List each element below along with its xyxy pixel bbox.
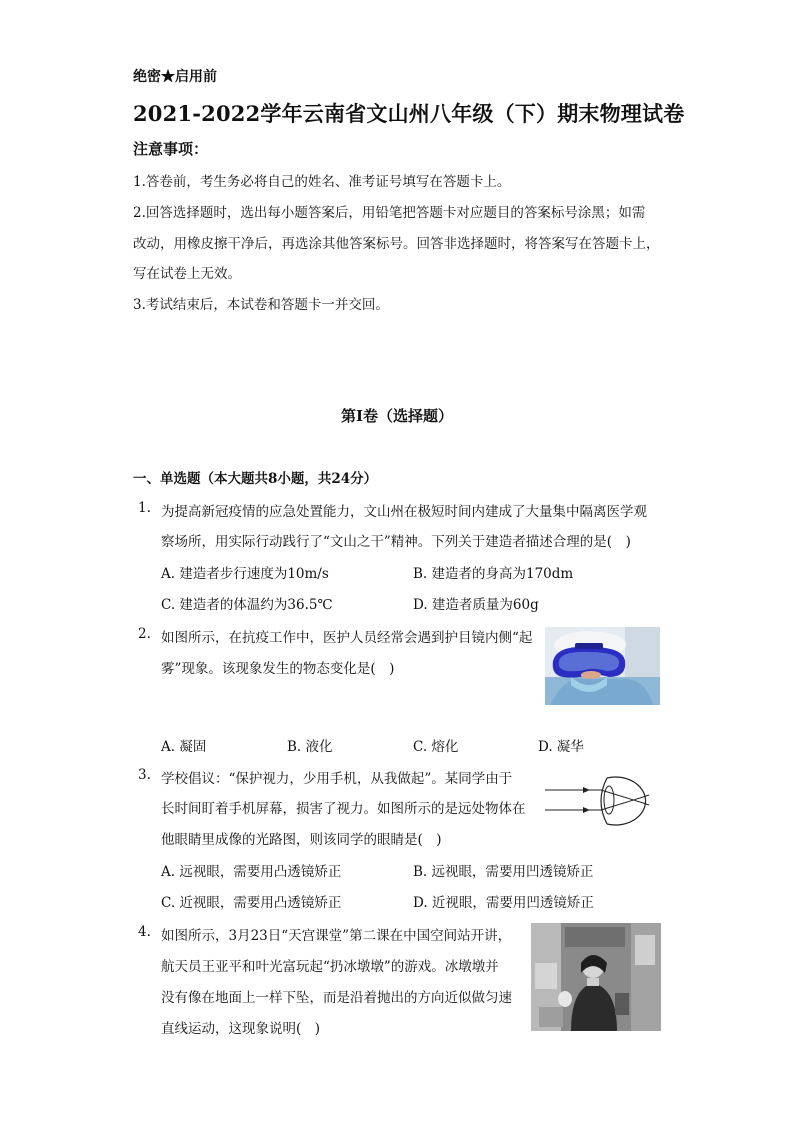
question-1-option-c: C. 建造者的体温约为36.5℃: [161, 597, 333, 613]
question-4-number: 4.: [138, 924, 151, 940]
question-2-option-c: C. 熔化: [413, 739, 459, 755]
section-heading: 一、单选题（本大题共8小题，共24分）: [133, 471, 378, 487]
question-1-line-1: 为提高新冠疫情的应急处置能力，文山州在极短时间内建成了大量集中隔离医学观: [161, 504, 647, 520]
question-2-line-1: 如图所示，在抗疫工作中，医护人员经常会遇到护目镜内侧“起: [161, 630, 533, 646]
notice-line-5: 3.考试结束后，本试卷和答题卡一并交回。: [133, 297, 389, 313]
notice-line-4: 写在试卷上无效。: [133, 266, 241, 282]
secret-label: 绝密★启用前: [133, 69, 217, 85]
question-4-line-3: 没有像在地面上一样下坠，而是沿着抛出的方向近似做匀速: [161, 990, 512, 1006]
part-title: 第I卷（选择题）: [340, 407, 454, 425]
notice-line-3: 改动，用橡皮擦干净后，再选涂其他答案标号。回答非选择题时，将答案写在答题卡上，: [133, 236, 660, 252]
question-4-line-4: 直线运动，这现象说明( ): [161, 1021, 321, 1037]
question-3-option-c: C. 近视眼，需要用凸透镜矫正: [161, 895, 342, 911]
question-2-number: 2.: [138, 626, 151, 642]
notice-line-2: 2.回答选择题时，选出每小题答案后，用铅笔把答题卡对应题目的答案标号涂黑；如需: [133, 205, 646, 221]
eye-ray-diagram: [543, 772, 661, 830]
question-3-line-2: 长时间盯着手机屏幕，损害了视力。如图所示的是远处物体在: [161, 801, 526, 817]
question-3-option-b: B. 远视眼，需要用凹透镜矫正: [413, 864, 594, 880]
question-1-line-2: 察场所，用实际行动践行了“文山之干”精神。下列关于建造者描述合理的是( ): [161, 534, 631, 550]
question-3-line-1: 学校倡议：“保护视力，少用手机，从我做起”。某同学由于: [161, 771, 513, 787]
question-2-option-b: B. 液化: [287, 739, 333, 755]
question-3-option-d: D. 近视眼，需要用凹透镜矫正: [413, 895, 594, 911]
question-1-option-d: D. 建造者质量为60g: [413, 597, 539, 613]
question-4-line-2: 航天员王亚平和叶光富玩起“扔冰墩墩”的游戏。冰墩墩并: [161, 959, 499, 975]
question-1-number: 1.: [138, 500, 151, 516]
notice-line-1: 1.答卷前，考生务必将自己的姓名、准考证号填写在答题卡上。: [133, 174, 511, 190]
question-2-line-2: 雾”现象。该现象发生的物态变化是( ): [161, 661, 395, 677]
question-1-option-a: A. 建造者步行速度为10m/s: [161, 566, 329, 582]
question-1-option-b: B. 建造者的身高为170dm: [413, 566, 574, 582]
question-2-option-d: D. 凝华: [538, 739, 584, 755]
goggles-photo: [545, 627, 660, 705]
notice-heading: 注意事项：: [133, 140, 209, 158]
question-3-number: 3.: [138, 767, 151, 783]
space-station-photo: [531, 923, 661, 1031]
question-2-option-a: A. 凝固: [161, 739, 207, 755]
question-4-line-1: 如图所示，3月23日“天宫课堂”第二课在中国空间站开讲，: [161, 928, 512, 944]
question-3-line-3: 他眼睛里成像的光路图，则该同学的眼睛是( ): [161, 832, 442, 848]
question-3-option-a: A. 远视眼，需要用凸透镜矫正: [161, 864, 342, 880]
exam-title: 2021-2022学年云南省文山州八年级（下）期末物理试卷: [133, 101, 685, 126]
